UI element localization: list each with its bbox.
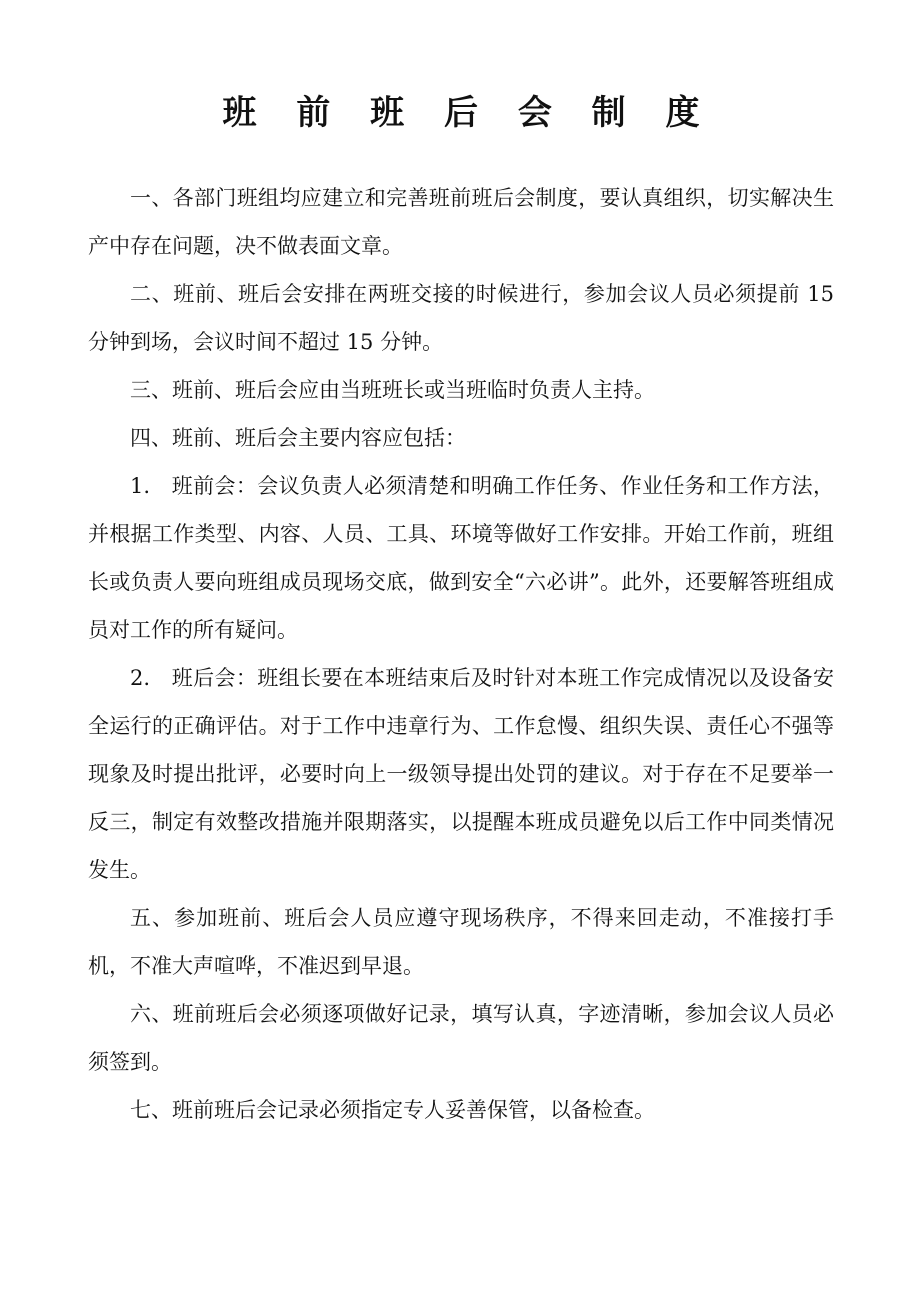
- paragraph-3: 三、班前、班后会应由当班班长或当班临时负责人主持。: [130, 378, 655, 402]
- paragraph-1: 一、各部门班组均应建立和完善班前班后会制度，要认真组织，切实解决生产中存在问题，决不做表面文章。: [88, 186, 834, 258]
- document-title: 班 前 班 后 会 制 度: [222, 93, 714, 133]
- paragraph-4-item-2: 2. 班后会：班组长要在本班结束后及时针对本班工作完成情况以及设备安全运行的正确评估。对于工作中违章行为、工作怠慢、组织失误、责任心不强等现象及时提出批评，必要时向上一级领导提出处罚的建议。对于存在不足要举一反三，制定有效整改措施并限期落实，以提醒本班成员避免以后工作中同类情况发生。: [88, 666, 834, 882]
- paragraph-4: 四、班前、班后会主要内容应包括：: [130, 426, 466, 450]
- paragraph-2: 二、班前、班后会安排在两班交接的时候进行，参加会议人员必须提前 15 分钟到场，会议时间不超过 15 分钟。: [88, 282, 834, 354]
- paragraph-4-item-1: 1. 班前会：会议负责人必须清楚和明确工作任务、作业任务和工作方法，并根据工作类型、内容、人员、工具、环境等做好工作安排。开始工作前，班组长或负责人要向班组成员现场交底，做到安全“六必讲”。此外，还要解答班组成员对工作的所有疑问。: [88, 474, 834, 642]
- paragraph-5: 五、参加班前、班后会人员应遵守现场秩序，不得来回走动，不准接打手机，不准大声喧哗，不准迟到早退。: [88, 906, 834, 978]
- paragraph-6: 六、班前班后会必须逐项做好记录，填写认真，字迹清晰，参加会议人员必须签到。: [88, 1002, 834, 1074]
- paragraph-7: 七、班前班后会记录必须指定专人妥善保管，以备检查。: [130, 1098, 655, 1122]
